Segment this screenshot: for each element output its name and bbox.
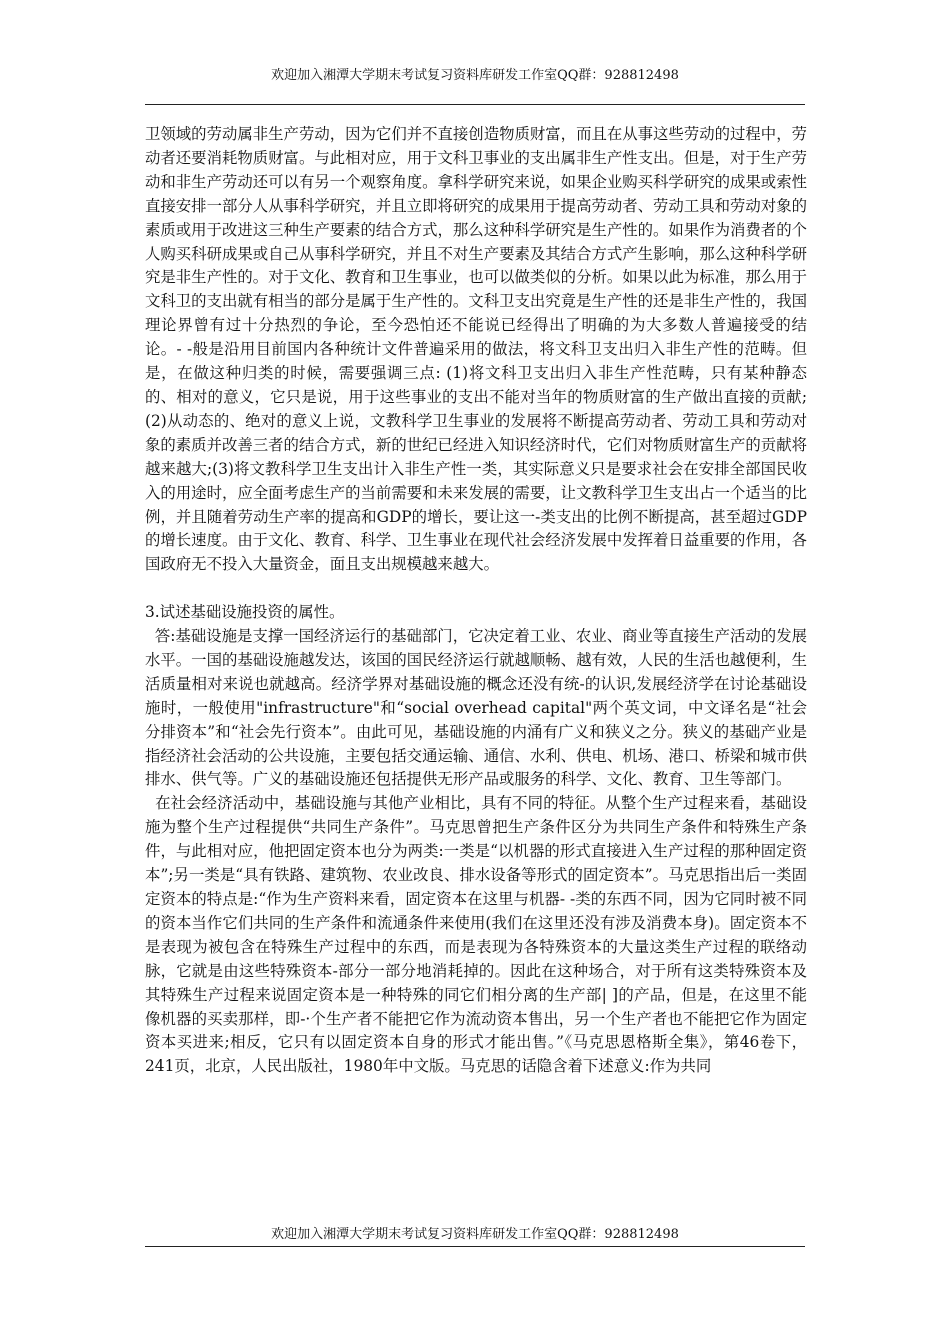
question-heading: 3.试述基础设施投资的属性。 xyxy=(145,603,345,622)
paragraph-answer-definition: 答:基础设施是支撑一国经济运行的基础部门，它决定着工业、农业、商业等直接生产活动的发展水平。一国的基础设施越发达，该国的国民经济运行就越顺畅、越有效，人民的生活也越便利，生活质量相对来说也就越高。经济学界对基础设施的概念还没有统-的认识,发展经济学在讨论基础设施时，一般使用"infrastructure"和“social overhead capital"两个英文词，中文译名是“社会分排资本”和“社会先行资本”。由此可见，基础设施的内涌有广义和狭义之分。狭义的基础产业是指经济社会活动的公共设施，主要包括交通运输、通信、水利、供电、机场、港口、桥梁和城市供排水、供气等。广义的基础设施还包括提供无形产品或服务的科学、文化、教育、卫生等部门。 xyxy=(145,627,807,789)
paragraph-spacer xyxy=(145,577,807,601)
page-footer: 欢迎加入湘潭大学期末考试复习资料库研发工作室QQ群：928812498 xyxy=(271,1227,679,1242)
paragraph-answer-characteristics: 在社会经济活动中，基础设施与其他产业相比，具有不同的特征。从整个生产过程来看，基础设施为整个生产过程提供“共同生产条件”。马克思曾把生产条件区分为共同生产条件和特殊生产条件，与此相对应，他把固定资本也分为两类:一类是“以机器的形式直接进入生产过程的那种固定资本”;另一类是“具有铁路、建筑物、农业改良、排水设备等形式的固定资本”。马克思指出后一类固定资本的特点是:“作为生产资料来看，固定资本在这里与机器- -类的东西不同，因为它同时被不同的资本当作它们共同的生产条件和流通条件来使用(我们在这里还没有涉及消费本身)。固定资本不是表现为被包含在特殊生产过程中的东西，而是表现为各特殊资本的大量这类生产过程的联络动脉，它就是由这些特殊资本-部分一部分地消耗掉的。因此在这种场合，对于所有这类特殊资本及其特殊生产过程来说固定资本是一种特殊的同它们相分离的生产部| ]的产品，但是，在这里不能像机器的买卖那样，即-·个生产者不能把它作为流动资本售出，另一个生产者也不能把它作为固定资本买进来;相反，它只有以固定资本自身的形式才能出售。”《马克思恩格斯全集》，第46卷下，241页，北京，人民出版社，1980年中文版。马克思的话隐含着下述意义:作为共同 xyxy=(145,794,807,1076)
page-header: 欢迎加入湘潭大学期末考试复习资料库研发工作室QQ群：928812498 xyxy=(271,68,679,83)
paragraph-cultural-spending: 卫领域的劳动属非生产劳动，因为它们并不直接创造物质财富，而且在从事这些劳动的过程中，劳动者还要消耗物质财富。与此相对应，用于文科卫事业的支出属非生产性支出。但是，对于生产劳动和非生产劳动还可以有另一个观察角度。拿科学研究来说，如果企业购买科学研究的成果或索性直接安排一部分人从事科学研究，并且立即将研究的成果用于提高劳动者、劳动工具和劳动对象的素质或用于改进这三种生产要素的结合方式，那么这种科学研究是生产性的。如果作为消费者的个人购买科研成果或自己从事科学研究，并且不对生产要素及其结合方式产生影响，那么这种科学研究是非生产性的。对于文化、教育和卫生事业，也可以做类似的分析。如果以此为标准，那么用于文科卫的支出就有相当的部分是属于生产性的。文科卫支出究竟是生产性的还是非生产性的，我国理论界曾有过十分热烈的争论，至今恐怕还不能说已经得出了明确的为大多数人普遍接受的结论。- -般是沿用目前国内各种统计文件普遍采用的做法，将文科卫支出归入非生产性的范畴。但是，在做这种归类的时候，需要强调三点: (1)将文科卫支出归入非生产性范畴，只有某种静态的、相对的意义，它只是说，用于这些事业的支出不能对当年的物质财富的生产做出直接的贡献; (2)从动态的、绝对的意义上说，文教科学卫生事业的发展将不断提高劳动者、劳动工具和劳动对象的素质并改善三者的结合方式，新的世纪已经进入知识经济时代，它们对物质财富生产的贡献将越来越大;(3)将文教科学卫生支出计入非生产性一类，其实际意义只是要求社会在安排全部国民收入的用途时，应全面考虑生产的当前需要和未来发展的需要，让文教科学卫生支出占一个适当的比例，并且随着劳动生产率的提高和GDP的增长，要让这一-类支出的比例不断提高，甚至超过GDP的增长速度。由于文化、教育、科学、卫生事业在现代社会经济发展中发挥着日益重要的作用，各国政府无不投入大量资金，面且支出规模越来越大。 xyxy=(145,125,807,574)
document-body xyxy=(145,123,807,1079)
footer-rule xyxy=(145,1246,805,1247)
header-rule xyxy=(145,104,805,105)
